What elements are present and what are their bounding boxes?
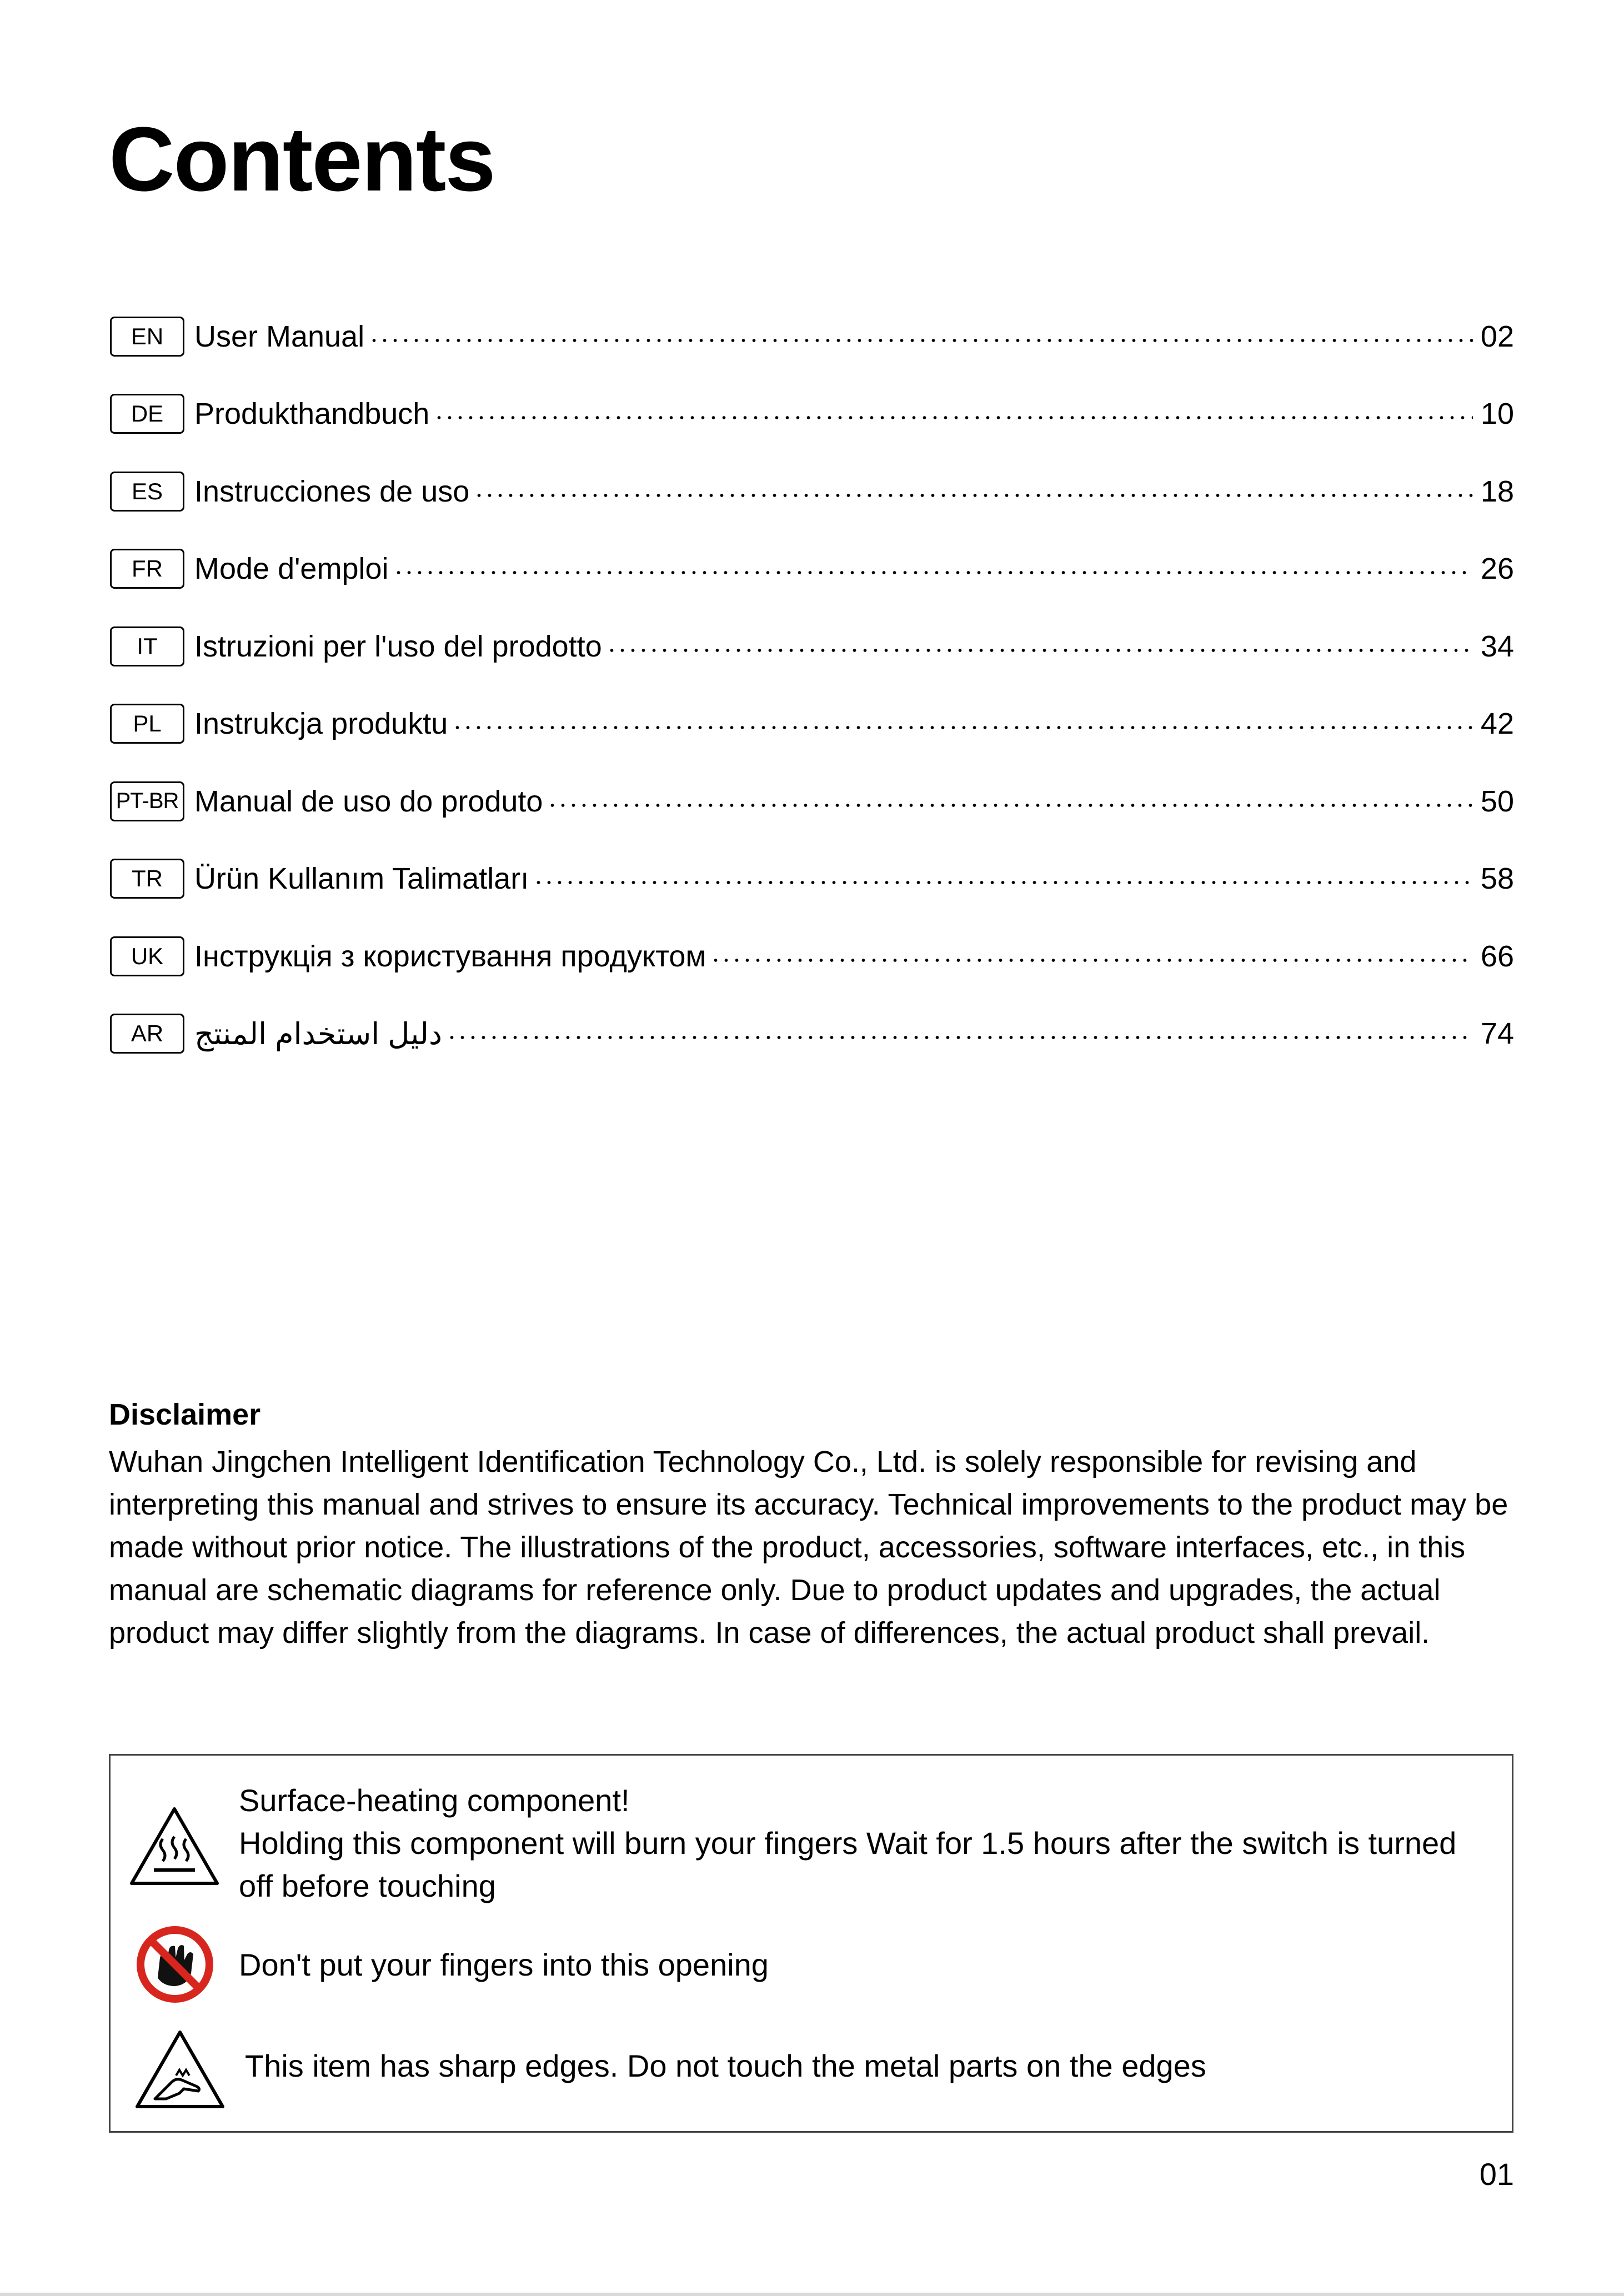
bottom-edge-divider xyxy=(0,2293,1624,2296)
warning-line: Holding this component will burn your fingers Wait for 1.5 hours after the switch is turned xyxy=(239,1826,1457,1861)
language-badge: TR xyxy=(110,859,184,899)
dot-leader xyxy=(369,339,1473,342)
toc-entry-label: Produkthandbuch xyxy=(194,397,430,431)
toc-page-number: 50 xyxy=(1480,784,1514,818)
dot-leader xyxy=(474,494,1473,497)
language-badge: AR xyxy=(110,1014,184,1054)
toc-page-number: 18 xyxy=(1480,474,1514,508)
table-of-contents xyxy=(110,298,1514,1072)
no-fingers-prohibition-icon xyxy=(135,1924,215,2004)
language-badge: EN xyxy=(110,317,184,357)
toc-entry-tr[interactable] xyxy=(110,840,1514,918)
dot-leader xyxy=(607,649,1473,652)
no-fingers-warning-text: Don't put your fingers into this opening xyxy=(239,1947,769,1982)
toc-entry-pl[interactable] xyxy=(110,685,1514,763)
toc-entry-it[interactable] xyxy=(110,608,1514,685)
toc-page-number: 26 xyxy=(1480,552,1514,586)
language-badge: FR xyxy=(110,549,184,589)
toc-page-number: 02 xyxy=(1480,319,1514,353)
dot-leader xyxy=(434,416,1473,419)
sharp-edges-warning-text: This item has sharp edges. Do not touch the metal parts on the edges xyxy=(245,2048,1206,2083)
dot-leader xyxy=(533,881,1473,884)
toc-entry-pt-br[interactable] xyxy=(110,763,1514,840)
toc-page-number: 10 xyxy=(1480,397,1514,431)
toc-page-number: 74 xyxy=(1480,1017,1514,1051)
toc-page-number: 58 xyxy=(1480,862,1514,896)
language-badge: PT-BR xyxy=(110,781,184,821)
hot-surface-warning-text xyxy=(239,1779,1456,1907)
toc-entry-label: Instrucciones de uso xyxy=(194,474,470,508)
dot-leader xyxy=(710,959,1472,962)
language-badge: DE xyxy=(110,394,184,434)
disclaimer-text: Wuhan Jingchen Intelligent Identification Technology Co., Ltd. is solely responsible for revising and interpreting this manual and strives to ensure its accuracy. Technical improvements to the product may be made without prior notice. The illustrations of the product, accessories, software interfaces, etc., in this manual are schematic diagrams for reference only. Due to product updates and upgrades, the actual product may differ slightly from the diagrams. In case of differences, the actual product shall prevail. xyxy=(109,1445,1508,1650)
toc-entry-es[interactable] xyxy=(110,453,1514,530)
toc-entry-en[interactable] xyxy=(110,298,1514,375)
language-badge: ES xyxy=(110,472,184,512)
dot-leader xyxy=(393,571,1473,574)
toc-entry-uk[interactable] xyxy=(110,918,1514,995)
dot-leader xyxy=(547,804,1472,807)
warning-line: off before touching xyxy=(239,1868,496,1903)
toc-entry-label: Ürün Kullanım Talimatları xyxy=(194,862,529,896)
toc-entry-label: Instrukcja produktu xyxy=(194,707,448,741)
toc-page-number: 42 xyxy=(1480,707,1514,741)
dot-leader xyxy=(447,1036,1473,1039)
safety-warnings-box xyxy=(109,1754,1513,2133)
toc-entry-fr[interactable] xyxy=(110,530,1514,608)
toc-entry-ar[interactable] xyxy=(110,995,1514,1073)
toc-page-number: 66 xyxy=(1480,939,1514,973)
warning-line: Surface-heating component! xyxy=(239,1783,630,1818)
toc-entry-label: Mode d'emploi xyxy=(194,552,389,586)
toc-entry-label: Manual de uso do produto xyxy=(194,784,543,818)
toc-entry-label: دليل استخدام المنتج xyxy=(194,1017,443,1051)
page-title: Contents xyxy=(109,108,495,210)
toc-entry-label: Інструкція з користування продуктом xyxy=(194,939,706,973)
toc-entry-label: User Manual xyxy=(194,319,365,353)
toc-page-number: 34 xyxy=(1480,629,1514,663)
toc-entry-de[interactable] xyxy=(110,375,1514,453)
language-badge: PL xyxy=(110,704,184,744)
language-badge: IT xyxy=(110,626,184,666)
disclaimer-heading: Disclaimer xyxy=(109,1398,261,1431)
sharp-edges-warning-icon xyxy=(133,2028,227,2111)
dot-leader xyxy=(452,726,1473,729)
language-badge: UK xyxy=(110,936,184,976)
toc-entry-label: Istruzioni per l'uso del prodotto xyxy=(194,629,602,663)
hot-surface-warning-icon xyxy=(127,1804,222,1888)
page-number: 01 xyxy=(1479,2157,1514,2192)
